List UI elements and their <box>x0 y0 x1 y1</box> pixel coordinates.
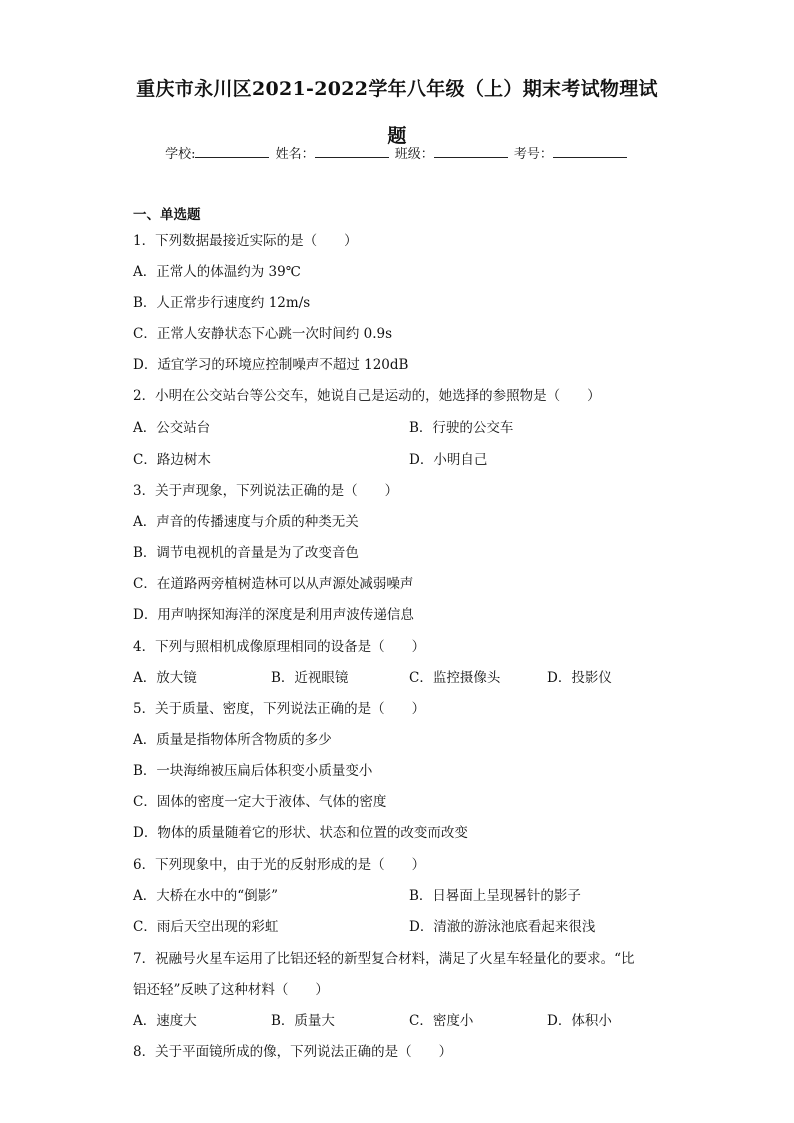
question-4-option-d: D．投影仪 <box>547 670 612 686</box>
question-5-stem: 5．关于质量、密度，下列说法正确的是（ ） <box>133 701 426 717</box>
question-8-stem: 8．关于平面镜所成的像，下列说法正确的是（ ） <box>133 1044 453 1060</box>
question-1-option-d: D．适宜学习的环境应控制噪声不超过 120dB <box>133 357 409 373</box>
question-6-option-c: C．雨后天空出现的彩虹 <box>133 919 279 935</box>
question-1-option-c: C．正常人安静状态下心跳一次时间约 0.9s <box>133 326 393 342</box>
question-3-option-c: C．在道路两旁植树造林可以从声源处减弱噪声 <box>133 576 414 592</box>
title-line-1: 重庆市永川区2021-2022学年八年级（上）期末考试物理试 <box>136 78 658 100</box>
question-1-option-a: A．正常人的体温约为 39℃ <box>133 264 301 280</box>
name-label: 姓名： <box>275 147 315 162</box>
question-3-option-b: B．调节电视机的音量是为了改变音色 <box>133 545 359 561</box>
question-5-option-c: C．固体的密度一定大于液体、气体的密度 <box>133 794 387 810</box>
question-4-option-c: C．监控摄像头 <box>409 670 501 686</box>
question-7-option-d: D．体积小 <box>547 1013 612 1029</box>
question-7-stem: 7．祝融号火星车运用了比铝还轻的新型复合材料，满足了火星车轻量化的要求。“比 <box>133 951 635 967</box>
question-2-stem: 2．小明在公交站台等公交车，她说自己是运动的，她选择的参照物是（ ） <box>133 388 601 404</box>
number-blank[interactable] <box>553 143 627 158</box>
question-7-stem-continued: 铝还轻”反映了这种材料（ ） <box>133 982 329 998</box>
question-2-option-b: B．行驶的公交车 <box>409 420 514 436</box>
class-label: 班级： <box>394 147 434 162</box>
question-4-option-a: A．放大镜 <box>133 670 197 686</box>
question-4-option-b: B．近视眼镜 <box>271 670 349 686</box>
question-4-stem: 4．下列与照相机成像原理相同的设备是（ ） <box>133 639 426 655</box>
question-2-option-a: A．公交站台 <box>133 420 211 436</box>
question-6-option-d: D．清澈的游泳池底看起来很浅 <box>409 919 596 935</box>
section-title: 一、单选题 <box>133 207 201 223</box>
question-5-option-b: B．一块海绵被压扁后体积变小质量变小 <box>133 763 373 779</box>
class-blank[interactable] <box>434 143 508 158</box>
question-2-option-c: C．路边树木 <box>133 452 211 468</box>
question-7-option-a: A．速度大 <box>133 1013 197 1029</box>
question-3-stem: 3．关于声现象，下列说法正确的是（ ） <box>133 483 399 499</box>
question-7-option-c: C．密度小 <box>409 1013 474 1029</box>
question-7-option-b: B．质量大 <box>271 1013 335 1029</box>
question-6-stem: 6．下列现象中，由于光的反射形成的是（ ） <box>133 857 426 873</box>
question-3-option-d: D．用声呐探知海洋的深度是利用声波传递信息 <box>133 607 414 623</box>
name-blank[interactable] <box>315 143 389 158</box>
school-label: 学校: <box>165 147 196 162</box>
question-3-option-a: A．声音的传播速度与介质的种类无关 <box>133 514 359 530</box>
title-line-2: 题 <box>387 125 407 147</box>
question-1-stem: 1．下列数据最接近实际的是（ ） <box>133 233 358 249</box>
question-1-option-b: B．人正常步行速度约 12m/s <box>133 295 311 311</box>
question-6-option-a: A．大桥在水中的“倒影” <box>133 888 279 904</box>
question-6-option-b: B．日晷面上呈现晷针的影子 <box>409 888 581 904</box>
school-blank[interactable] <box>195 143 269 158</box>
question-5-option-d: D．物体的质量随着它的形状、状态和位置的改变而改变 <box>133 825 468 841</box>
question-2-option-d: D．小明自己 <box>409 452 488 468</box>
number-label: 考号： <box>513 147 553 162</box>
student-info-row <box>0 143 794 165</box>
question-5-option-a: A．质量是指物体所含物质的多少 <box>133 732 332 748</box>
